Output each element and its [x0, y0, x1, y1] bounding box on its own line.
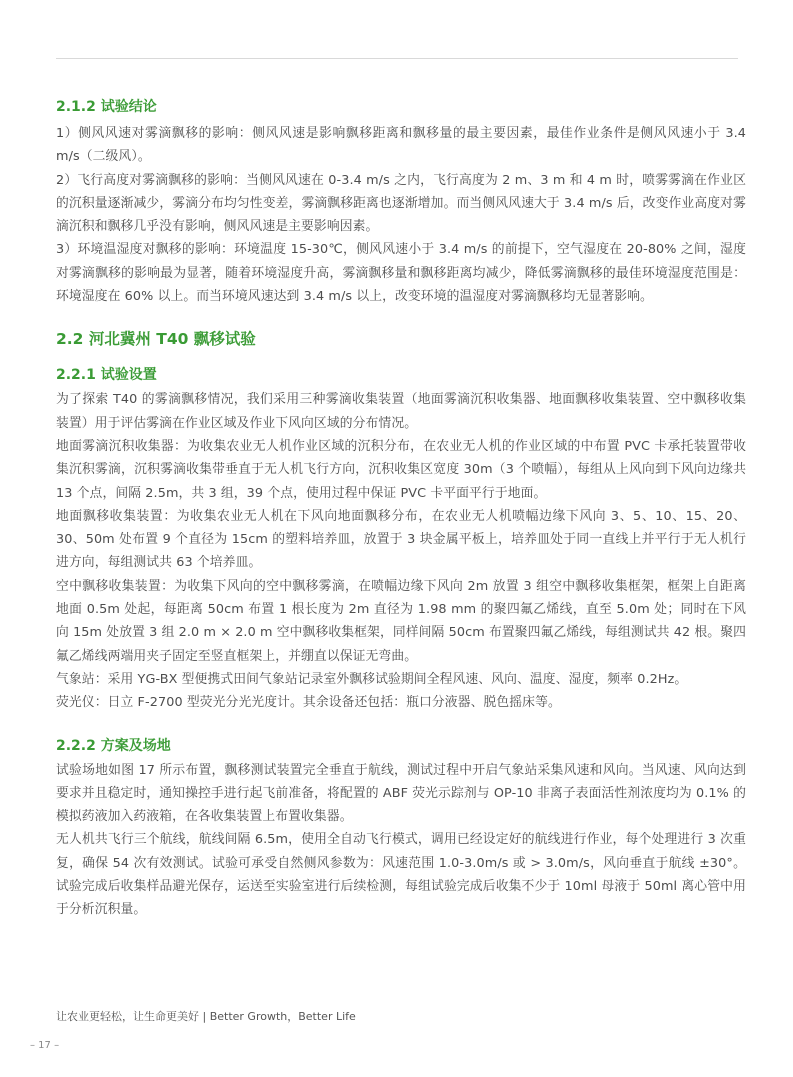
paragraph: 试验场地如图 17 所示布置，飘移测试装置完全垂直于航线，测试过程中开启气象站采集风速和风向。当风速、风向达到要求并且稳定时，通知操控手进行起飞前准备，将配置的 ABF 荧光示踪剂与 OP-10 非离子表面活性剂浓度均为 0.1% 的模拟药液加入药液箱，在各收集装置上布置收集器。 [56, 762, 746, 825]
paragraph: 为了探索 T40 的雾滴飘移情况，我们采用三种雾滴收集装置（地面雾滴沉积收集器、地面飘移收集装置、空中飘移收集装置）用于评估雾滴在作业区域及作业下风向区域的分布情况。 [56, 392, 746, 431]
section-heading-2-1-2: 2.1.2 试验结论 [56, 99, 157, 115]
paragraph: 空中飘移收集装置：为收集下风向的空中飘移雾滴，在喷幅边缘下风向 2m 放置 3 组空中飘移收集框架，框架上自距离地面 0.5m 处起，每距离 50cm 布置 1 根长度为 2m 直径为 1.98 mm 的聚四氟乙烯线，直至 5.0m 处；同时在下风向 15m 处放置 3 组 2.0 m × 2.0 m 空中飘移收集框架，同样间隔 50cm 布置聚四氟乙烯线，每组测试共 42 根。聚四氟乙烯线两端用夹子固定至竖直框架上，并绷直以保证无弯曲。 [56, 578, 746, 664]
paragraph: 地面雾滴沉积收集器：为收集农业无人机作业区域的沉积分布，在农业无人机的作业区域的中布置 PVC 卡承托装置带收集沉积雾滴，沉积雾滴收集带垂直于无人机飞行方向，沉积收集区宽度 30m（3 个喷幅），每组从上风向到下风向边缘共 13 个点，间隔 2.5m，共 3 组，39 个点，使用过程中保证 PVC 卡平面平行于地面。 [56, 438, 746, 501]
page-number: – 17 – [30, 1040, 60, 1051]
footer-slogan: 让农业更轻松，让生命更美好 | Better Growth，Better Life [56, 1010, 356, 1023]
paragraph: 无人机共飞行三个航线，航线间隔 6.5m，使用全自动飞行模式，调用已经设定好的航线进行作业，每个处理进行 3 次重复，确保 54 次有效测试。试验可承受自然侧风参数为：风速范围 1.0-3.0m/s 或 > 3.0m/s，风向垂直于航线 ±30°。试验完成后收集样品避光保存，运送至实验室进行后续检测，每组试验完成后收集不少于 10ml 母液于 50ml 离心管中用于分析沉积量。 [56, 832, 746, 918]
paragraph: 1）侧风风速对雾滴飘移的影响：侧风风速是影响飘移距离和飘移量的最主要因素，最佳作业条件是侧风风速小于 3.4 m/s（二级风）。 [56, 126, 746, 165]
paragraph: 气象站：采用 YG-BX 型便携式田间气象站记录室外飘移试验期间全程风速、风向、温度、湿度，频率 0.2Hz。 [56, 671, 688, 687]
paragraph: 3）环境温湿度对飘移的影响：环境温度 15-30℃，侧风风速小于 3.4 m/s 的前提下，空气湿度在 20-80% 之间，湿度对雾滴飘移的影响最为显著，随着环境湿度升高，雾滴飘移量和飘移距离均减少，降低雾滴飘移的最佳环境湿度范围是：环境湿度在 60% 以上。而当环境风速达到 3.4 m/s 以上，改变环境的温湿度对雾滴飘移均无显著影响。 [56, 242, 746, 305]
section-heading-2-2-1: 2.2.1 试验设置 [56, 367, 157, 384]
section-heading-2-2-2: 2.2.2 方案及场地 [56, 737, 171, 754]
paragraph: 荧光仪：日立 F-2700 型荧光分光光度计。其余设备还包括：瓶口分液器、脱色摇床等。 [56, 695, 561, 711]
paragraph: 2）飞行高度对雾滴飘移的影响：当侧风风速在 0-3.4 m/s 之内，飞行高度为 2 m、3 m 和 4 m 时，喷雾雾滴在作业区的沉积量逐渐减少，雾滴分布均匀性变差，雾滴飘移距离也逐渐增加。而当侧风风速大于 3.4 m/s 后，改变作业高度对雾滴沉积和飘移几乎没有影响，侧风风速是主要影响因素。 [56, 172, 746, 235]
section-heading-2-2: 2.2 河北冀州 T40 飘移试验 [56, 330, 256, 349]
header-divider [56, 58, 738, 59]
paragraph: 地面飘移收集装置：为收集农业无人机在下风向地面飘移分布，在农业无人机喷幅边缘下风向 3、5、10、15、20、30、50m 处布置 9 个直径为 15cm 的塑料培养皿，放置于 3 块金属平板上，培养皿处于同一直线上并平行于无人机行进方向，每组测试共 63 个培养皿。 [56, 508, 746, 571]
page-content [56, 96, 746, 922]
